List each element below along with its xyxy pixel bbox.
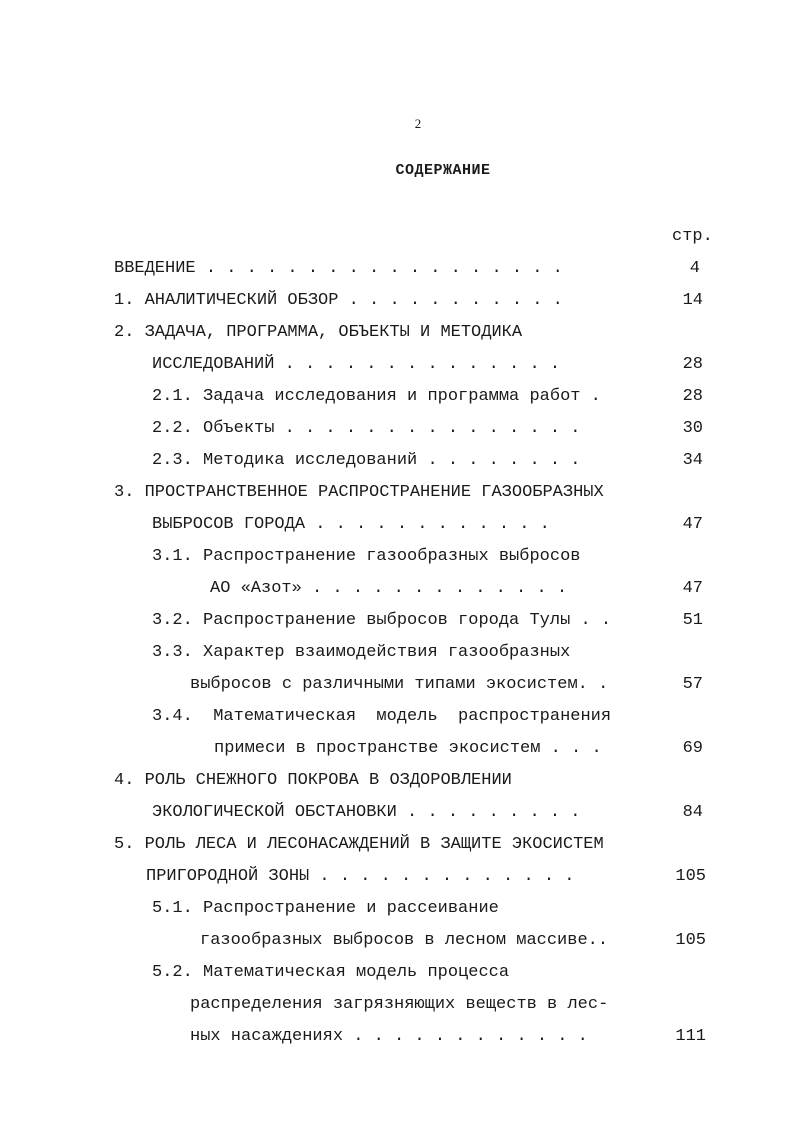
toc-entry-text: примеси в пространстве экосистем . . .: [214, 739, 602, 758]
toc-entry-text: 2. ЗАДАЧА, ПРОГРАММА, ОБЪЕКТЫ И МЕТОДИКА: [114, 323, 523, 342]
toc-entry-text: распределения загрязняющих веществ в лес-: [190, 995, 609, 1014]
toc-entry-page: 84: [682, 803, 703, 822]
toc-entry-text: ИССЛЕДОВАНИЙ . . . . . . . . . . . . . .: [152, 355, 561, 374]
toc-entry-text: 3.2. Распространение выбросов города Тулы . .: [152, 611, 612, 630]
toc-entry-text: 2.1. Задача исследования и программа работ .: [152, 387, 601, 406]
toc-entry-text: ЭКОЛОГИЧЕСКОЙ ОБСТАНОВКИ . . . . . . . . .: [152, 803, 581, 822]
page-title: СОДЕРЖАНИЕ: [395, 162, 491, 179]
toc-entry-page: 4: [689, 259, 700, 278]
page-column-header: стр.: [672, 227, 713, 246]
toc-entry-text: 5.2. Математическая модель процесса: [152, 963, 510, 982]
toc-entry-text: 5.1. Распространение и рассеивание: [152, 899, 499, 918]
toc-entry-page: 57: [682, 675, 703, 694]
toc-entry-page: 69: [682, 739, 703, 758]
toc-entry-text: 3.3. Характер взаимодействия газообразных: [152, 643, 571, 662]
toc-entry-text: 1. АНАЛИТИЧЕСКИЙ ОБЗОР . . . . . . . . . . .: [114, 291, 563, 310]
toc-entry-text: 2.2. Объекты . . . . . . . . . . . . . . .: [152, 419, 581, 438]
toc-entry-text: ВЫБРОСОВ ГОРОДА . . . . . . . . . . . .: [152, 515, 550, 534]
toc-entry-text: 2.3. Методика исследований . . . . . . . .: [152, 451, 581, 470]
toc-entry-page: 47: [682, 579, 703, 598]
toc-entry-page: 28: [682, 355, 703, 374]
toc-entry-page: 105: [675, 867, 706, 886]
toc-entry-text: 3. ПРОСТРАНСТВЕННОЕ РАСПРОСТРАНЕНИЕ ГАЗООБРАЗНЫХ: [114, 483, 604, 502]
toc-entry-text: газообразных выбросов в лесном массиве..: [200, 931, 609, 950]
toc-entry-page: 105: [675, 931, 706, 950]
toc-entry-page: 51: [682, 611, 703, 630]
toc-entry-text: ных насаждениях . . . . . . . . . . . .: [190, 1027, 588, 1046]
toc-entry-text: 3.1. Распространение газообразных выбросов: [152, 547, 581, 566]
toc-entry-text: ВВЕДЕНИЕ . . . . . . . . . . . . . . . . . .: [114, 259, 563, 278]
toc-entry-page: 30: [682, 419, 703, 438]
toc-entry-page: 34: [682, 451, 703, 470]
toc-entry-text: 5. РОЛЬ ЛЕСА И ЛЕСОНАСАЖДЕНИЙ В ЗАЩИТЕ ЭКОСИСТЕМ: [114, 835, 604, 854]
toc-entry-text: выбросов с различными типами экосистем. .: [190, 675, 609, 694]
toc-entry-page: 111: [675, 1027, 706, 1046]
toc-entry-text: 3.4. Математическая модель распространения: [152, 707, 612, 726]
toc-entry-page: 14: [682, 291, 703, 310]
toc-entry-page: 28: [682, 387, 703, 406]
toc-entry-text: 4. РОЛЬ СНЕЖНОГО ПОКРОВА В ОЗДОРОВЛЕНИИ: [114, 771, 512, 790]
page-number: 2: [414, 116, 422, 131]
toc-entry-text: ПРИГОРОДНОЙ ЗОНЫ . . . . . . . . . . . . .: [146, 867, 575, 886]
toc-entry-page: 47: [682, 515, 703, 534]
toc-entry-text: АО «Азот» . . . . . . . . . . . . .: [210, 579, 568, 598]
